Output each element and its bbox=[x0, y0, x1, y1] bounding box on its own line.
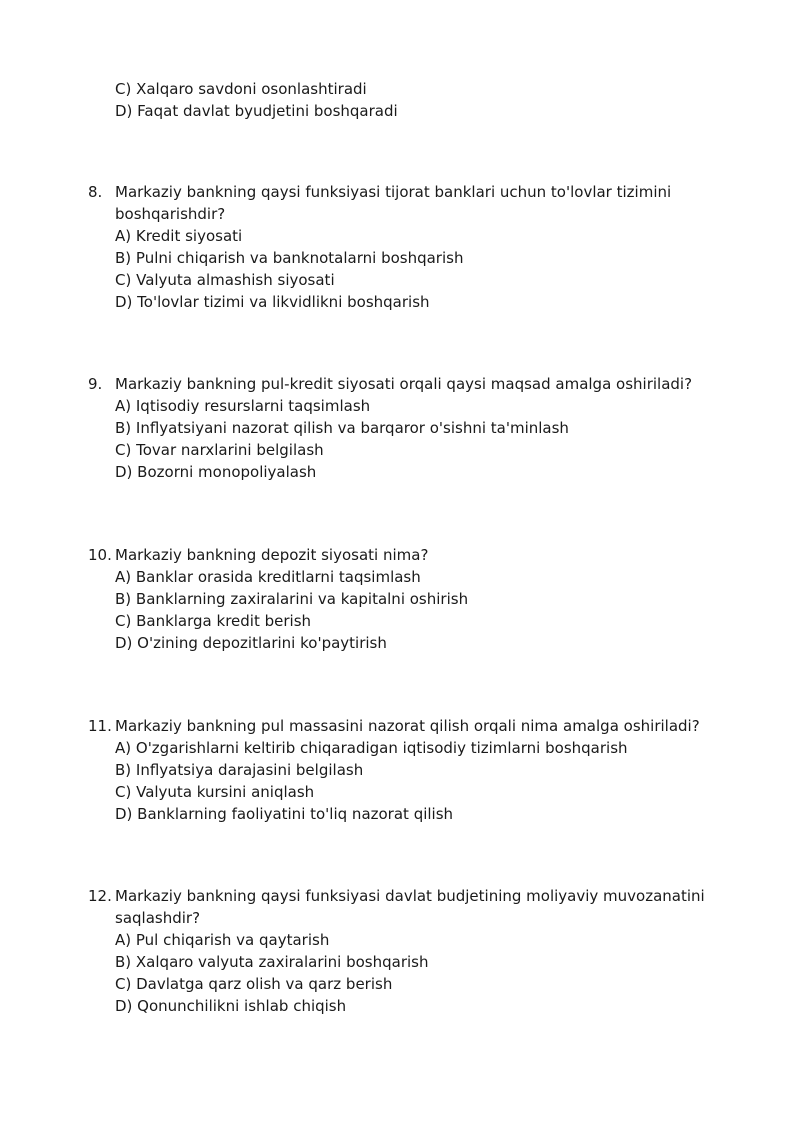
question-number: 10. bbox=[88, 546, 112, 564]
option-d: D) Qonunchilikni ishlab chiqish bbox=[115, 997, 347, 1015]
option-c: C) Davlatga qarz olish va qarz berish bbox=[115, 975, 393, 993]
question-text: Markaziy bankning depozit siyosati nima? bbox=[115, 546, 429, 564]
option-c: C) Xalqaro savdoni osonlashtiradi bbox=[115, 80, 367, 98]
option-a: A) Kredit siyosati bbox=[115, 227, 243, 245]
question-text: Markaziy bankning qaysi funksiyasi davlat budjetining moliyaviy muvozanatini saqlashdir? bbox=[115, 887, 705, 927]
option-list bbox=[115, 737, 718, 825]
option-d: D) O'zining depozitlarini ko'paytirish bbox=[115, 634, 387, 652]
question-text: Markaziy bankning qaysi funksiyasi tijorat banklari uchun to'lovlar tizimini boshqarishdir? bbox=[115, 183, 672, 223]
question-10 bbox=[88, 544, 718, 654]
option-d: D) Faqat davlat byudjetini boshqaradi bbox=[115, 102, 398, 120]
question-9 bbox=[88, 373, 718, 483]
question-8 bbox=[88, 181, 718, 313]
option-a: A) O'zgarishlarni keltirib chiqaradigan iqtisodiy tizimlarni boshqarish bbox=[115, 739, 628, 757]
option-c: C) Valyuta almashish siyosati bbox=[115, 271, 335, 289]
previous-question-options bbox=[115, 78, 735, 122]
option-b: B) Pulni chiqarish va banknotalarni boshqarish bbox=[115, 249, 464, 267]
option-c: C) Valyuta kursini aniqlash bbox=[115, 783, 315, 801]
question-11 bbox=[88, 715, 718, 825]
option-c: C) Banklarga kredit berish bbox=[115, 612, 312, 630]
option-list bbox=[115, 929, 718, 1017]
option-list bbox=[115, 225, 718, 313]
option-b: B) Banklarning zaxiralarini va kapitalni oshirish bbox=[115, 590, 469, 608]
question-text: Markaziy bankning pul massasini nazorat qilish orqali nima amalga oshiriladi? bbox=[115, 717, 700, 735]
question-number: 9. bbox=[88, 375, 103, 393]
option-d: D) To'lovlar tizimi va likvidlikni boshqarish bbox=[115, 293, 430, 311]
option-a: A) Banklar orasida kreditlarni taqsimlash bbox=[115, 568, 421, 586]
option-b: B) Inflyatsiyani nazorat qilish va barqaror o'sishni ta'minlash bbox=[115, 419, 569, 437]
option-list bbox=[115, 395, 718, 483]
question-text: Markaziy bankning pul-kredit siyosati orqali qaysi maqsad amalga oshiriladi? bbox=[115, 375, 693, 393]
question-number: 11. bbox=[88, 717, 112, 735]
question-number: 12. bbox=[88, 887, 112, 905]
option-list bbox=[115, 566, 718, 654]
option-d: D) Bozorni monopoliyalash bbox=[115, 463, 317, 481]
option-c: C) Tovar narxlarini belgilash bbox=[115, 441, 324, 459]
option-b: B) Xalqaro valyuta zaxiralarini boshqarish bbox=[115, 953, 429, 971]
option-d: D) Banklarning faoliyatini to'liq nazorat qilish bbox=[115, 805, 454, 823]
question-12 bbox=[88, 885, 718, 1017]
question-number: 8. bbox=[88, 183, 103, 201]
option-b: B) Inflyatsiya darajasini belgilash bbox=[115, 761, 364, 779]
option-a: A) Iqtisodiy resurslarni taqsimlash bbox=[115, 397, 371, 415]
option-a: A) Pul chiqarish va qaytarish bbox=[115, 931, 330, 949]
